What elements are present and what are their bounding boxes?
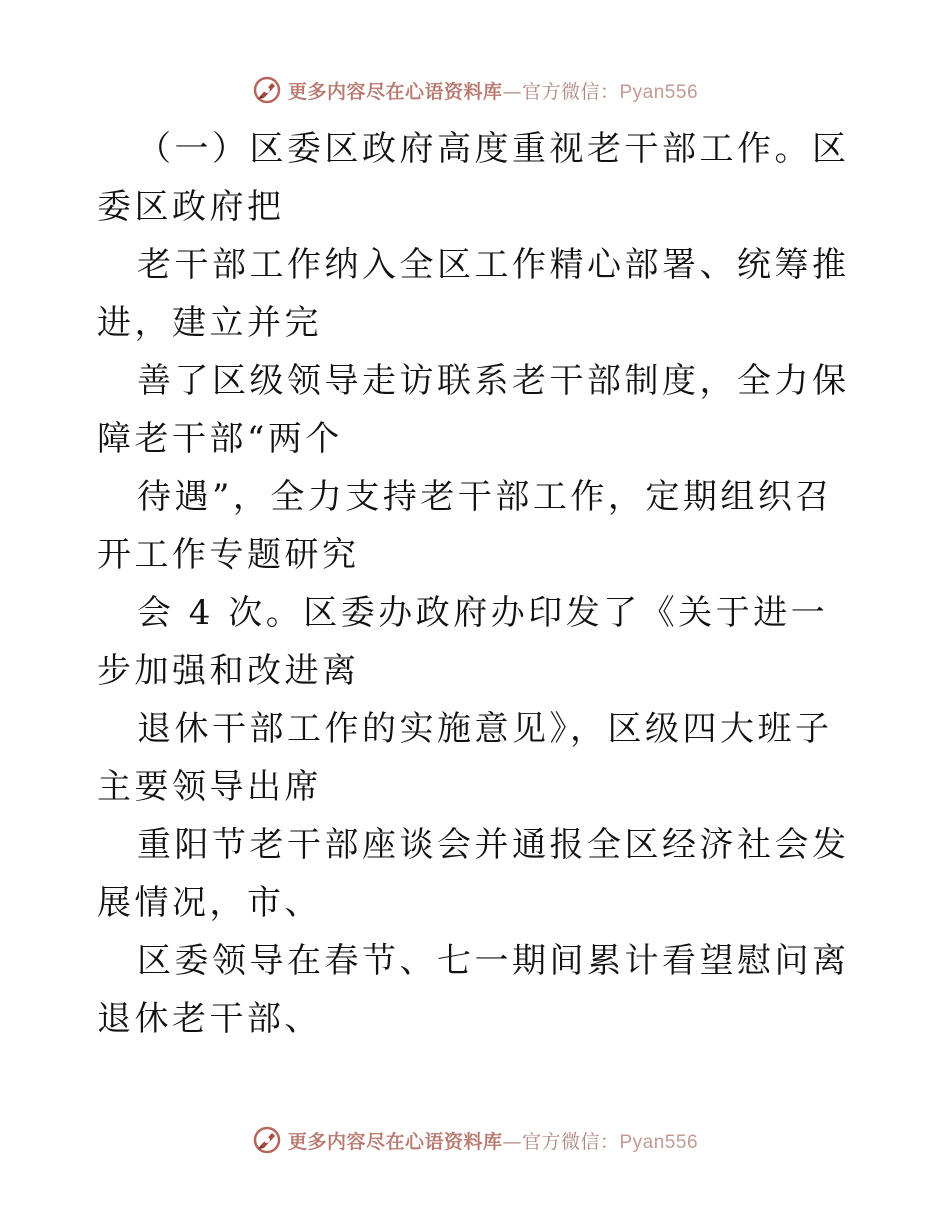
header-watermark	[0, 70, 950, 110]
watermark-text	[288, 1127, 698, 1154]
paragraph-7: 重阳节老干部座谈会并通报全区经济社会发展情况，市、	[97, 825, 850, 923]
watermark-label: 官方微信：	[521, 1130, 620, 1153]
paragraph-4: 待遇”，全力支持老干部工作，定期组织召开工作专题研究	[97, 477, 833, 575]
watermark-dash: —	[502, 1130, 522, 1153]
brand-logo-icon	[252, 1125, 282, 1155]
paragraph-2: 老干部工作纳入全区工作精心部署、统筹推进，建立并完	[97, 245, 850, 343]
watermark-brand: 更多内容尽在心语资料库	[287, 1130, 503, 1153]
watermark-dash: —	[502, 80, 522, 103]
brand-logo-icon	[252, 75, 282, 105]
watermark-wechat-id: Pyan556	[619, 1131, 699, 1153]
paragraph-8: 区委领导在春节、七一期间累计看望慰问离退休老干部、	[97, 941, 850, 1039]
paragraph-5: 会 4 次。区委办政府办印发了《关于进一步加强和改进离	[97, 593, 829, 691]
document-body	[97, 120, 857, 1048]
watermark-label: 官方微信：	[521, 80, 620, 103]
watermark-wechat-id: Pyan556	[619, 81, 699, 103]
paragraph-3: 善了区级领导走访联系老干部制度，全力保障老干部“两个	[97, 361, 850, 459]
watermark-brand: 更多内容尽在心语资料库	[287, 80, 503, 103]
watermark-text	[288, 77, 698, 104]
footer-watermark	[0, 1120, 950, 1160]
paragraph-1: （一）区委区政府高度重视老干部工作。区委区政府把	[97, 129, 850, 227]
paragraph-6: 退休干部工作的实施意见》，区级四大班子主要领导出席	[97, 709, 833, 807]
